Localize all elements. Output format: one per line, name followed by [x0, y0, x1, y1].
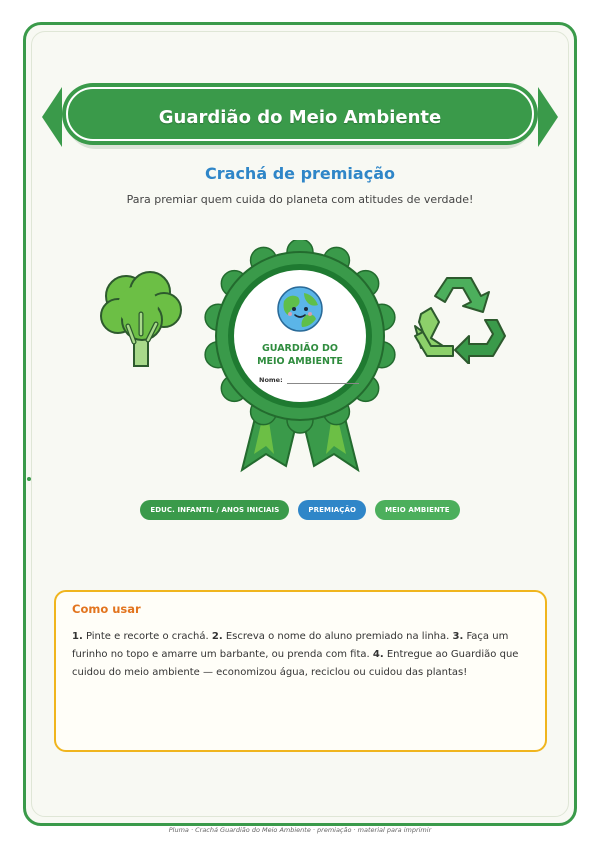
name-label: Nome:	[259, 376, 283, 384]
how-to-box	[54, 590, 547, 752]
how-to-title: Como usar	[72, 602, 141, 616]
margin-dot	[27, 477, 31, 481]
globe-icon	[276, 285, 324, 333]
name-field	[259, 376, 359, 384]
recycle-icon	[413, 274, 507, 364]
badge-title-line2: MEIO AMBIENTE	[257, 356, 343, 367]
subtitle: Crachá de premiação	[205, 164, 395, 183]
how-to-text	[72, 628, 529, 682]
page-title: Guardião do Meio Ambiente	[158, 106, 442, 128]
tag-level: EDUC. INFANTIL / ANOS INICIAIS	[140, 500, 289, 520]
name-line	[287, 377, 359, 384]
badge-title	[240, 342, 360, 368]
step-2-text: Escreva o nome do aluno premiado na linha.	[225, 631, 450, 642]
tree-icon	[98, 270, 184, 370]
step-3-number: 3.	[452, 631, 464, 642]
badge-title-line1: GUARDIÃO DO	[261, 343, 338, 354]
step-3-text: Faça um furinho no topo e amarre um barbante, ou prenda com fita.	[72, 631, 509, 660]
step-4-text: Entregue ao Guardião que cuidou do meio ambiente — economizou água, reciclou ou cuidou das plantas!	[72, 649, 519, 678]
step-1-number: 1.	[72, 631, 83, 642]
tagline: Para premiar quem cuida do planeta com atitudes de verdade!	[126, 193, 474, 206]
step-4-number: 4.	[372, 649, 384, 660]
tag-list	[0, 500, 600, 520]
footer: Pluma · Crachá Guardião do Meio Ambiente · premiação · material para imprimir	[168, 826, 432, 834]
step-1-text: Pinte e recorte o crachá.	[85, 631, 209, 642]
header-banner	[42, 83, 558, 151]
step-2-number: 2.	[211, 631, 223, 642]
tag-environment: MEIO AMBIENTE	[375, 500, 460, 520]
tag-award: PREMIAÇÃO	[298, 500, 366, 520]
